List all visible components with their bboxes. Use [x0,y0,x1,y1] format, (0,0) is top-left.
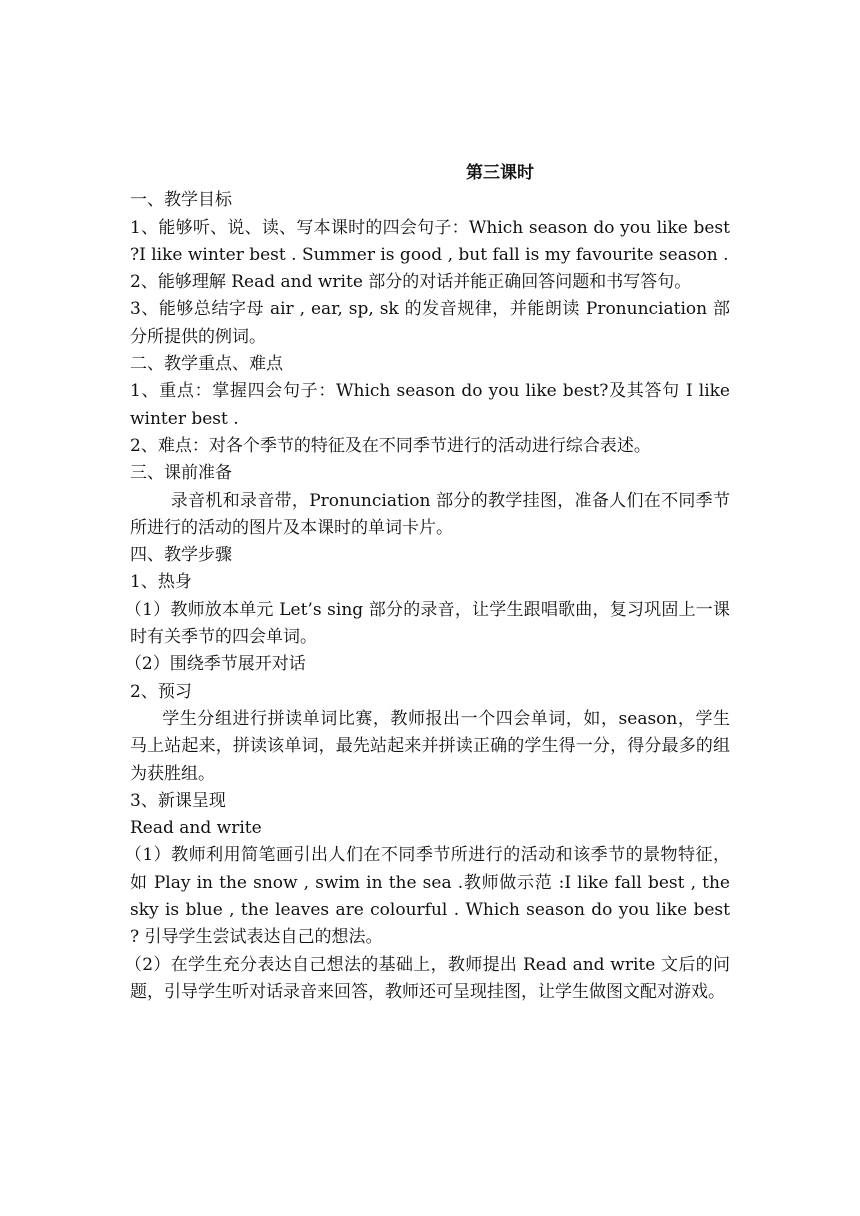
key-point-item: 1、重点：掌握四会句子：Which season do you like best?及其答句 I like winter best . [130,381,730,429]
objective-item-1: 1、能够听、说、读、写本课时的四会句子：Which season do you like best ?I like winter best . Summer is good , but fall is my favourite season . [130,217,730,265]
step-warmup-item-2: （2）围绕季节展开对话 [124,654,306,675]
step-warmup-heading: 1、热身 [130,572,192,593]
section-heading-objectives: 一、教学目标 [130,190,232,211]
objective-item-2: 2、能够理解 Read and write 部分的对话并能正确回答问题和书写答句。 [130,272,692,293]
step-warmup-item-1: （1）教师放本单元 Let’s sing 部分的录音，让学生跟唱歌曲，复习巩固上一课时有关季节的四会单词。 [124,599,730,648]
section-heading-preparation: 三、课前准备 [130,463,232,484]
step-presentation-heading: 3、新课呈现 [130,790,226,811]
step-presentation-item-2: （2）在学生充分表达自己想法的基础上，教师提出 Read and write 文后的问题，引导学生听对话录音来回答，教师还可呈现挂图，让学生做图文配对游戏。 [124,954,730,1002]
difficulty-item: 2、难点：对各个季节的特征及在不同季节进行的活动进行综合表述。 [130,435,651,456]
step-preview-paragraph: 学生分组进行拼读单词比赛，教师报出一个四会单词，如，season，学生马上站起来，拼读该单词，最先站起来并拼读正确的学生得一分，得分最多的组为获胜组。 [130,708,730,784]
lesson-plan-page [124,160,730,1006]
step-presentation-item-1: （1）教师利用简笔画引出人们在不同季节所进行的活动和该季节的景物特征，如 Play in the snow , swim in the sea .教师做示范 :I like fall best , the sky is blue , the leaves are colourful . Which season do you like best ? 引导学生尝试表达自己的想法。 [124,845,730,948]
preparation-paragraph: 录音机和录音带，Pronunciation 部分的教学挂图，准备人们在不同季节所进行的活动的图片及本课时的单词卡片。 [130,490,730,538]
step-preview-heading: 2、预习 [130,681,192,702]
section-heading-key-points: 二、教学重点、难点 [130,354,283,375]
page-title: 第三课时 [466,163,534,183]
step-presentation-subheading: Read and write [130,818,262,839]
objective-item-3: 3、能够总结字母 air , ear, sp, sk 的发音规律，并能朗读 Pronunciation 部分所提供的例词。 [130,299,730,347]
section-heading-steps: 四、教学步骤 [130,545,232,566]
